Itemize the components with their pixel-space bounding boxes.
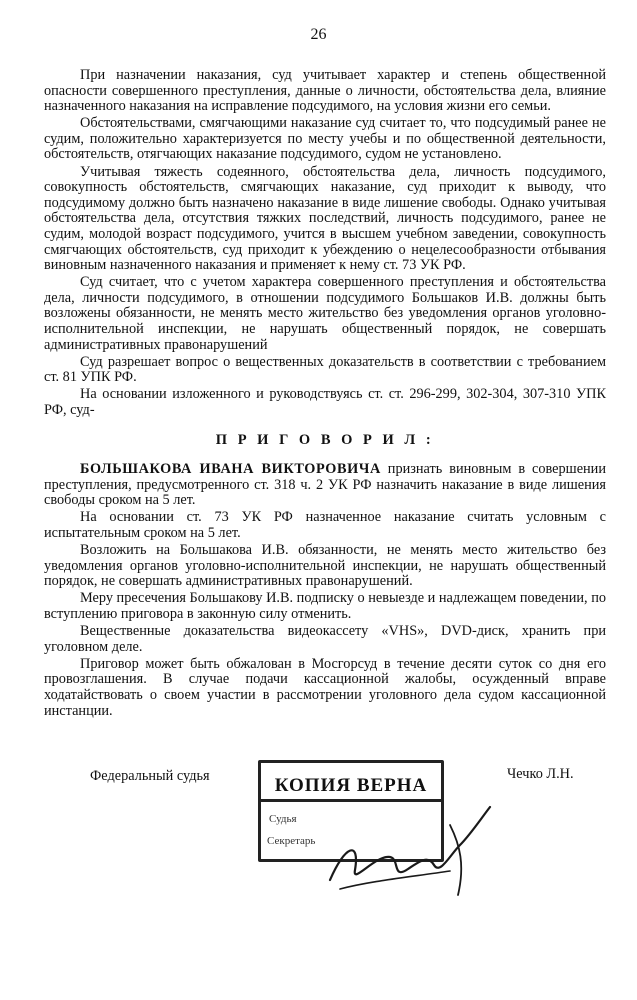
paragraph: Обстоятельствами, смягчающими наказание суд считает то, что подсудимый ранее не судим, положительно характеризуется по месту учебы и по общественной деятельности, обстоятельств, отягчающих наказание подсудимого, судом не установлено. <box>44 115 606 163</box>
stamp-secretary-label: Секретарь <box>267 835 316 847</box>
verdict-heading: П Р И Г О В О Р И Л : <box>215 431 435 448</box>
paragraph: На основании изложенного и руководствуясь ст. ст. 296-299, 302-304, 307-310 УПК РФ, суд- <box>44 386 606 418</box>
verdict-paragraph: Вещественные доказательства видеокассету «VHS», DVD-диск, хранить при уголовном деле. <box>44 623 606 655</box>
signature-block <box>0 760 637 920</box>
handwritten-signature <box>300 785 500 905</box>
sentence-paragraph <box>44 462 606 509</box>
paragraph: При назначении наказания, суд учитывает характер и степень общественной опасности совершенного преступления, данные о личности, обстоятельства дела, влияние назначенного наказания на исправление подсудимого, на условия жизни его семьи. <box>44 67 606 115</box>
page-number: 26 <box>310 26 327 43</box>
verdict-paragraph: На основании ст. 73 УК РФ назначенное наказание считать условным с испытательным сроком на 5 лет. <box>44 509 606 542</box>
document-body <box>44 68 606 721</box>
paragraph: Суд считает, что с учетом характера совершенного преступления и обстоятельства дела, личности подсудимого, в отношении подсудимого Большаков И.В. должны быть возложены обязанности, не менять место жительство без уведомления органов уголовно-исполнительной инспекции, не нарушать общественный порядок, не совершать административных правонарушений <box>44 274 606 353</box>
verdict-paragraph: Возложить на Большакова И.В. обязанности, не менять место жительство без уведомления органов уголовно-исполнительной инспекции, не нарушать общественный порядок, не совершать административных правонарушений. <box>44 542 606 590</box>
sentence-text: признать виновным в совершении преступления, предусмотренного ст. 318 ч. 2 УК РФ назначить наказание в виде лишения свободы сроком на 5 лет. <box>44 461 606 509</box>
verdict-paragraph: Приговор может быть обжалован в Мосгорсуд в течение десяти суток со дня его провозглашения. В случае подачи кассационной жалобы, осужденный вправе ходатайствовать о своем участии в рассмотрении уголовного дела судом кассационной инстанции. <box>44 655 606 719</box>
defendant-name: БОЛЬШАКОВА ИВАНА ВИКТОРОВИЧА <box>80 461 381 478</box>
judge-title: Федеральный судья <box>90 768 210 784</box>
paragraph: Учитывая тяжесть содеянного, обстоятельства дела, личность подсудимого, совокупность обстоятельств, смягчающих наказание, суд приходит к выводу, что подсудимому должно быть назначено наказание в виде лишение свободы. Однако учитывая обстоятельства дела, отсутствия тяжких последствий, личность подсудимого, ранее не судим, молодой возраст подсудимого, учится в высшем учебном заведении, совокупность смягчающих обстоятельств, суд приходит к убеждению о нецелесообразности отбывания виновным назначенного наказания и применяет к нему ст. 73 УК РФ. <box>44 163 606 274</box>
verdict-paragraph: Меру пресечения Большакову И.В. подписку о невыезде и надлежащем поведении, по вступлению приговора в законную силу отменить. <box>44 590 606 622</box>
paragraph: Суд разрешает вопрос о вещественных доказательств в соответствии с требованием ст. 81 УПК РФ. <box>44 353 606 386</box>
judge-name: Чечко Л.Н. <box>507 766 574 782</box>
stamp-title: КОПИЯ ВЕРНА <box>261 775 441 802</box>
stamp-judge-label: Судья <box>269 813 297 825</box>
